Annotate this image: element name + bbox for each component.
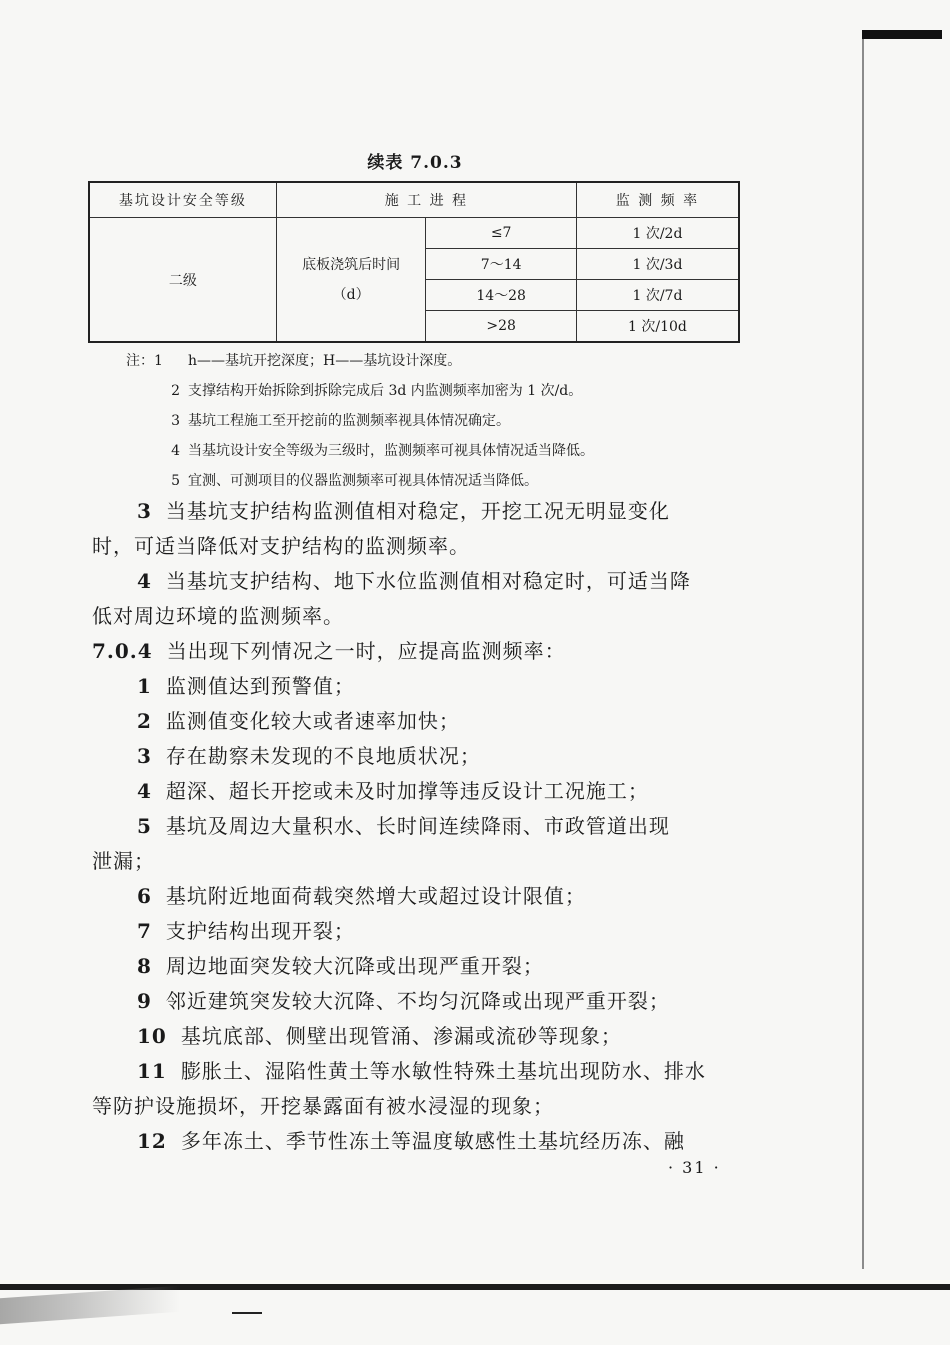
scan-edge-bar	[862, 30, 942, 39]
item-number: 5	[137, 814, 152, 838]
range-cell: ≤7	[426, 218, 577, 249]
item-text: 膨胀土、湿陷性黄土等水敏性特殊土基坑出现防水、排水	[180, 1059, 706, 1083]
item-text: 超深、超长开挖或未及时加撑等违反设计工况施工；	[165, 779, 649, 803]
note-text: h——基坑开挖深度；H——基坑设计深度。	[188, 353, 462, 369]
list-item	[92, 1054, 747, 1089]
paragraph-line: 时，可适当降低对支护结构的监测频率。	[92, 534, 470, 558]
item-number: 11	[137, 1059, 167, 1083]
clause-number: 4	[137, 569, 152, 593]
item-number: 4	[137, 779, 152, 803]
paragraph-line	[92, 564, 747, 599]
clause-text: 当基坑支护结构监测值相对稳定，开挖工况无明显变化	[165, 499, 670, 523]
range-cell: 7～14	[426, 249, 577, 280]
item-text: 基坑底部、侧壁出现管涌、渗漏或流砂等现象；	[180, 1024, 622, 1048]
scan-spine-line	[862, 39, 864, 1269]
item-number: 1	[137, 674, 152, 698]
list-item-continuation: 等防护设施损坏，开挖暴露面有被水浸湿的现象；	[92, 1094, 554, 1118]
section-heading	[92, 634, 747, 669]
paragraph-line	[92, 494, 747, 529]
item-number: 10	[137, 1024, 167, 1048]
list-item	[92, 914, 747, 949]
item-text: 支护结构出现开裂；	[165, 919, 355, 943]
item-text: 监测值变化较大或者速率加快；	[165, 709, 460, 733]
stage-label: 底板浇筑后时间	[302, 256, 401, 273]
note-text: 基坑工程施工至开挖前的监测频率视具体情况确定。	[188, 413, 510, 429]
stage-unit: （d）	[332, 286, 370, 303]
frequency-cell: 1 次/10d	[576, 311, 739, 343]
list-item	[92, 1124, 747, 1159]
item-number: 3	[137, 744, 152, 768]
note-text: 宜测、可测项目的仪器监测频率可视具体情况适当降低。	[188, 473, 538, 489]
list-item	[92, 774, 747, 809]
stage-cell	[276, 218, 426, 343]
item-number: 12	[137, 1129, 167, 1153]
note-number: 4	[171, 443, 180, 459]
header-monitoring-frequency: 监 测 频 率	[576, 182, 739, 218]
table-caption: 续表 7.0.3	[367, 153, 463, 173]
item-number: 9	[137, 989, 152, 1013]
item-number: 6	[137, 884, 152, 908]
item-text: 邻近建筑突发较大沉降、不均匀沉降或出现严重开裂；	[165, 989, 670, 1013]
note-prefix: 注：1	[126, 353, 163, 369]
frequency-cell: 1 次/2d	[576, 218, 739, 249]
table-header-row	[89, 182, 739, 218]
note-text: 当基坑设计安全等级为三级时，监测频率可视具体情况适当降低。	[188, 443, 594, 459]
note-text: 支撑结构开始拆除到拆除完成后 3d 内监测频率加密为 1 次/d。	[188, 383, 583, 399]
range-cell: >28	[426, 311, 577, 343]
table-row	[89, 218, 739, 249]
list-item	[92, 879, 747, 914]
body-text	[92, 494, 747, 1159]
item-text: 基坑附近地面荷载突然增大或超过设计限值；	[165, 884, 586, 908]
list-item	[92, 984, 747, 1019]
list-item	[92, 704, 747, 739]
note-number: 3	[171, 413, 180, 429]
clause-text: 当基坑支护结构、地下水位监测值相对稳定时，可适当降	[165, 569, 691, 593]
page-number: · 31 ·	[668, 1158, 721, 1177]
list-item	[92, 669, 747, 704]
note-item	[126, 406, 594, 436]
list-item	[92, 809, 747, 844]
item-number: 8	[137, 954, 152, 978]
paragraph-line: 低对周边环境的监测频率。	[92, 604, 344, 628]
table-notes	[126, 346, 594, 496]
note-item	[126, 376, 594, 406]
grade-cell: 二级	[89, 218, 276, 343]
item-text: 基坑及周边大量积水、长时间连续降雨、市政管道出现	[165, 814, 670, 838]
frequency-cell: 1 次/3d	[576, 249, 739, 280]
header-construction-stage: 施 工 进 程	[276, 182, 576, 218]
clause-number: 3	[137, 499, 152, 523]
frequency-cell: 1 次/7d	[576, 280, 739, 311]
section-text: 当出现下列情况之一时，应提高监测频率：	[166, 639, 566, 663]
range-cell: 14～28	[426, 280, 577, 311]
section-number: 7.0.4	[92, 639, 153, 663]
item-text: 存在勘察未发现的不良地质状况；	[165, 744, 481, 768]
note-number: 2	[171, 383, 180, 399]
list-item	[92, 1019, 747, 1054]
item-text: 周边地面突发较大沉降或出现严重开裂；	[165, 954, 544, 978]
item-text: 多年冻土、季节性冻土等温度敏感性土基坑经历冻、融	[180, 1129, 685, 1153]
list-item	[92, 949, 747, 984]
note-number: 5	[171, 473, 180, 489]
header-safety-grade: 基坑设计安全等级	[89, 182, 276, 218]
item-number: 7	[137, 919, 152, 943]
note-item	[126, 346, 594, 376]
item-number: 2	[137, 709, 152, 733]
item-text: 监测值达到预警值；	[165, 674, 355, 698]
monitoring-frequency-table	[88, 181, 740, 343]
scan-mark	[232, 1312, 262, 1314]
note-item	[126, 436, 594, 466]
list-item-continuation: 泄漏；	[92, 849, 155, 873]
note-item	[126, 466, 594, 496]
scan-smudge	[0, 1286, 180, 1325]
list-item	[92, 739, 747, 774]
